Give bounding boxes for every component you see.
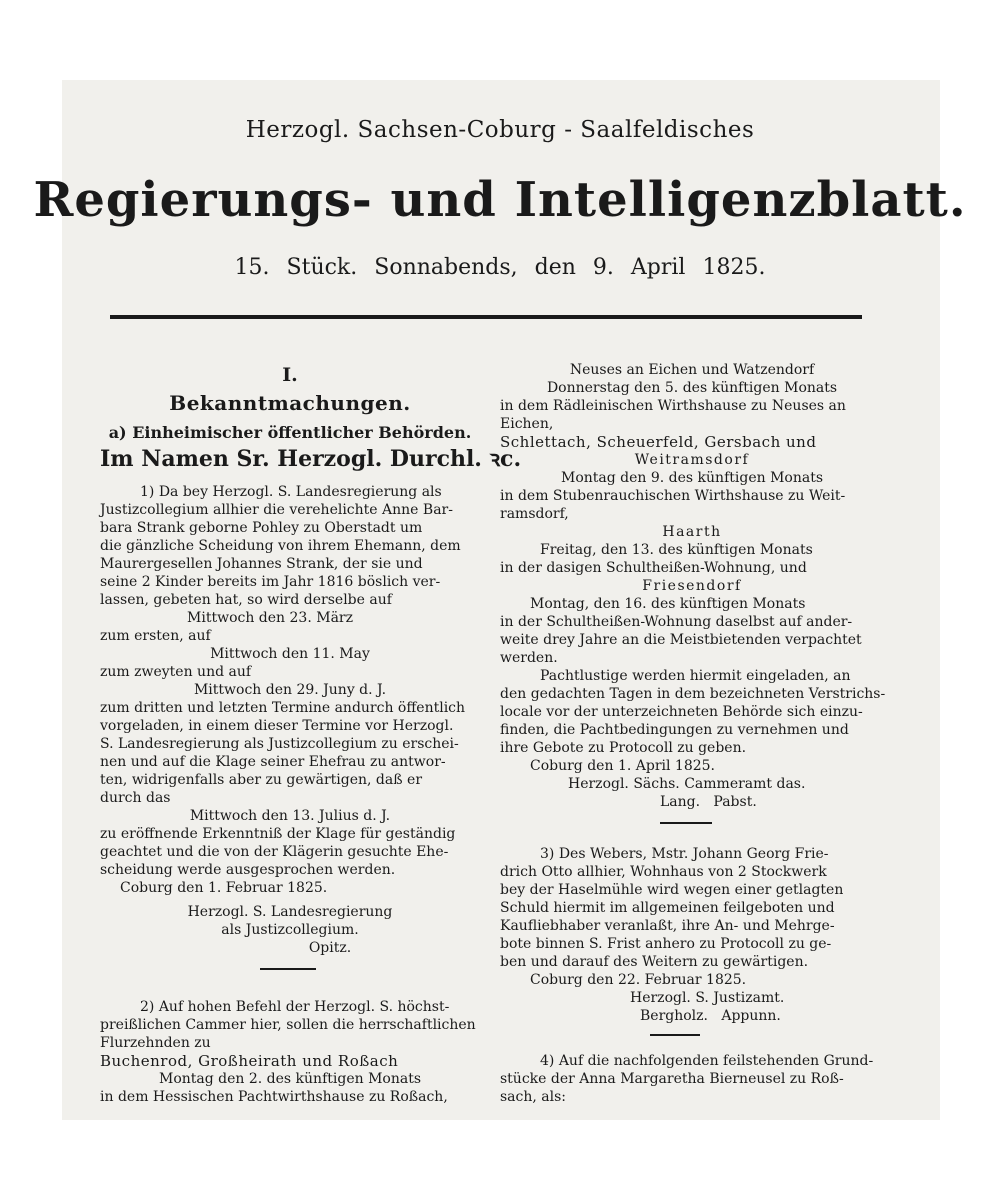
text-line: durch das bbox=[100, 790, 171, 806]
signature-names: Bergholz. Appunn. bbox=[640, 1008, 781, 1024]
text-line: zu eröffnende Erkenntniß der Klage für geständig bbox=[100, 826, 456, 842]
separator bbox=[660, 822, 712, 824]
text-line: zum dritten und letzten Termine andurch öffentlich bbox=[100, 700, 466, 716]
notice-heading: Im Namen Sr. Herzogl. Durchl. ꝛc. bbox=[100, 446, 522, 472]
section-number: I. bbox=[282, 364, 298, 386]
text-line: stücke der Anna Margaretha Bierneusel zu Roß- bbox=[500, 1071, 844, 1087]
text-line: den gedachten Tagen in dem bezeichneten Verstrichs- bbox=[500, 686, 886, 702]
text-line: Pachtlustige werden hiermit eingeladen, an bbox=[540, 668, 851, 684]
text-line: Justizcollegium allhier die verehelichte Anne Bar- bbox=[100, 502, 453, 518]
text-line: ben und darauf des Weitern zu gewärtigen. bbox=[500, 954, 809, 970]
text-line: geachtet und die von der Klägerin gesuchte Ehe- bbox=[100, 844, 449, 860]
text-line: drich Otto allhier, Wohnhaus von 2 Stockwerk bbox=[500, 864, 827, 880]
text-line: 4) Auf die nachfolgenden feilstehenden Grund- bbox=[540, 1053, 874, 1069]
date-line: Montag den 2. des künftigen Monats bbox=[158, 1071, 422, 1087]
place-names: Neuses an Eichen und Watzendorf bbox=[569, 362, 815, 378]
place-date: Coburg den 1. Februar 1825. bbox=[120, 880, 328, 896]
text-line: locale vor der unterzeichneten Behörde sich einzu- bbox=[500, 704, 863, 720]
text-line: Flurzehnden zu bbox=[100, 1035, 211, 1051]
subsection-heading: a) Einheimischer öffentlicher Behörden. bbox=[108, 423, 472, 442]
place-names: Schlettach, Scheuerfeld, Gersbach und bbox=[500, 433, 817, 451]
date-line: Donnerstag den 5. des künftigen Monats bbox=[546, 380, 838, 396]
signature-name: Opitz. bbox=[308, 940, 352, 956]
text-line: finden, die Pachtbedingungen zu vernehmen und bbox=[500, 722, 849, 738]
signature-authority: Herzogl. S. Landesregierung bbox=[187, 904, 393, 920]
place-date: Coburg den 1. April 1825. bbox=[530, 758, 715, 774]
text-line: in der Schultheißen-Wohnung daselbst auf ander- bbox=[500, 614, 853, 630]
text-line: in dem Stubenrauchischen Wirthshause zu Weit- bbox=[500, 488, 846, 504]
text-line: Eichen, bbox=[500, 416, 554, 432]
separator bbox=[650, 1034, 700, 1036]
signature-names: Lang. Pabst. bbox=[660, 794, 757, 810]
text-line: bote binnen S. Frist anhero zu Protocoll zu ge- bbox=[500, 936, 832, 952]
place-date: Coburg den 22. Februar 1825. bbox=[530, 972, 747, 988]
text-line: S. Landesregierung als Justizcollegium zu erschei- bbox=[100, 736, 459, 752]
text-line: zum ersten, auf bbox=[100, 628, 211, 644]
text-line: 2) Auf hohen Befehl der Herzogl. S. höchst- bbox=[140, 999, 450, 1015]
section-heading: Bekanntmachungen. bbox=[169, 391, 411, 415]
publisher-line: Herzogl. Sachsen-Coburg - Saalfeldisches bbox=[245, 117, 755, 143]
signature-authority: als Justizcollegium. bbox=[221, 922, 359, 938]
place-names: Friesendorf bbox=[642, 578, 742, 594]
signature-authority: Herzogl. Sächs. Cammeramt das. bbox=[568, 776, 806, 792]
date-line: Montag, den 16. des künftigen Monats bbox=[530, 596, 806, 612]
date-line: Freitag, den 13. des künftigen Monats bbox=[540, 542, 813, 558]
text-line: ten, widrigenfalls aber zu gewärtigen, daß er bbox=[100, 772, 423, 788]
date-line: Mittwoch den 11. May bbox=[210, 646, 370, 662]
date-line: Mittwoch den 13. Julius d. J. bbox=[189, 808, 391, 824]
place-names: Buchenrod, Großheirath und Roßach bbox=[100, 1052, 399, 1070]
text-line: Schuld hiermit im allgemeinen feilgeboten und bbox=[500, 900, 835, 916]
text-line: bara Strank geborne Pohley zu Oberstadt um bbox=[100, 520, 423, 536]
text-line: Kaufliebhaber veranlaßt, ihre An- und Mehrge- bbox=[500, 918, 835, 934]
text-line: zum zweyten und auf bbox=[100, 664, 252, 680]
text-line: preißlichen Cammer hier, sollen die herrschaftlichen bbox=[100, 1017, 476, 1033]
text-line: in dem Rädleinischen Wirthshause zu Neuses an bbox=[500, 398, 846, 414]
text-line: bey der Haselmühle wird wegen einer getlagten bbox=[500, 882, 844, 898]
text-line: nen und auf die Klage seiner Ehefrau zu antwor- bbox=[100, 754, 446, 770]
text-line: weite drey Jahre an die Meistbietenden verpachtet bbox=[500, 632, 862, 648]
text-line: ramsdorf, bbox=[500, 506, 569, 522]
text-line: in dem Hessischen Pachtwirthshause zu Roßach, bbox=[100, 1089, 448, 1105]
date-line: Montag den 9. des künftigen Monats bbox=[560, 470, 824, 486]
text-line: ihre Gebote zu Protocoll zu geben. bbox=[500, 740, 747, 756]
place-names: Haarth bbox=[662, 524, 722, 540]
date-line: Mittwoch den 23. März bbox=[187, 610, 353, 626]
text-line: 3) Des Webers, Mstr. Johann Georg Frie- bbox=[540, 846, 829, 862]
text-line: Maurergesellen Johannes Strank, der sie und bbox=[100, 556, 423, 572]
text-line: scheidung werde ausgesprochen werden. bbox=[100, 862, 396, 878]
issue-line: 15. Stück. Sonnabends, den 9. April 1825. bbox=[234, 255, 766, 280]
newspaper-title: Regierungs- und Intelligenzblatt. bbox=[33, 172, 967, 228]
text-line: in der dasigen Schultheißen-Wohnung, und bbox=[500, 560, 807, 576]
text-line: werden. bbox=[500, 650, 558, 666]
text-line: 1) Da bey Herzogl. S. Landesregierung als bbox=[140, 484, 442, 500]
date-line: Mittwoch den 29. Juny d. J. bbox=[193, 682, 387, 698]
text-line: die gänzliche Scheidung von ihrem Ehemann, dem bbox=[100, 538, 461, 554]
text-line: vorgeladen, in einem dieser Termine vor Herzogl. bbox=[100, 718, 454, 734]
header-rule bbox=[110, 315, 862, 319]
place-names: Weitramsdorf bbox=[634, 452, 750, 468]
signature-authority: Herzogl. S. Justizamt. bbox=[630, 990, 785, 1006]
text-line: lassen, gebeten hat, so wird derselbe auf bbox=[100, 592, 392, 608]
text-line: sach, als: bbox=[500, 1089, 567, 1105]
text-line: seine 2 Kinder bereits im Jahr 1816 böslich ver- bbox=[100, 574, 441, 590]
separator bbox=[260, 968, 316, 970]
